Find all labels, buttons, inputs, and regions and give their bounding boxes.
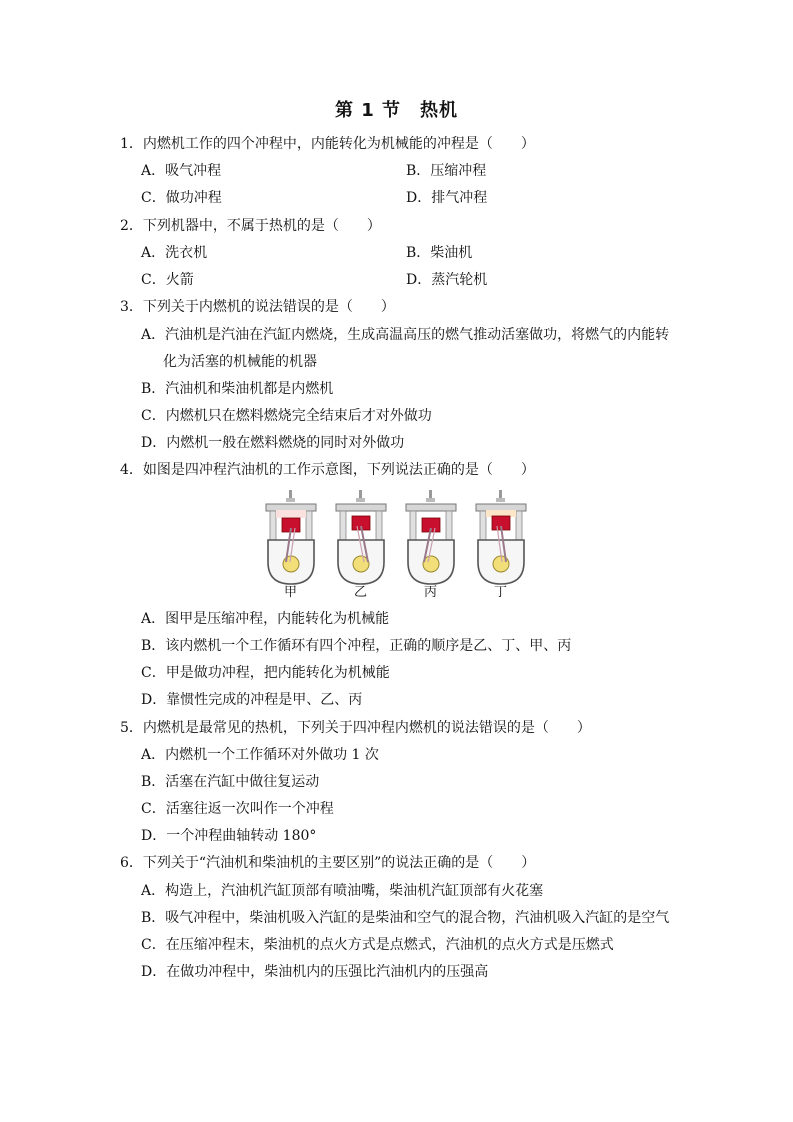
question-1-option-a: A．吸气冲程 (141, 163, 222, 179)
question-4-stem: 4．如图是四冲程汽油机的工作示意图，下列说法正确的是（ ） (120, 462, 535, 478)
question-6-option-c: C．在压缩冲程末，柴油机的点火方式是点燃式，汽油机的点火方式是压燃式 (141, 937, 614, 953)
engine-ding (476, 490, 526, 600)
question-4-option-c: C．甲是做功冲程，把内能转化为机械能 (141, 665, 390, 681)
question-2-stem: 2．下列机器中，不属于热机的是（ ） (120, 218, 381, 234)
question-5-stem: 5．内燃机是最常见的热机，下列关于四冲程内燃机的说法错误的是（ ） (120, 720, 591, 736)
page-title: 第 1 节 热机 (334, 100, 459, 121)
engine-label-bing: 丙 (424, 585, 438, 600)
question-4-option-a: A．图甲是压缩冲程，内能转化为机械能 (141, 611, 390, 627)
question-1-option-d: D．排气冲程 (406, 190, 488, 206)
question-5-option-c: C．活塞往返一次叫作一个冲程 (141, 801, 334, 817)
question-3-option-c: C．内燃机只在燃料燃烧完全结束后才对外做功 (141, 408, 432, 424)
question-6-option-b: B．吸气冲程中，柴油机吸入汽缸的是柴油和空气的混合物，汽油机吸入汽缸的是空气 (141, 910, 670, 926)
question-3-option-d: D．内燃机一般在燃料燃烧的同时对外做功 (141, 435, 405, 451)
question-3-option-a-continued: 化为活塞的机械能的机器 (163, 354, 317, 370)
engine-label-yi: 乙 (354, 585, 368, 600)
question-2-option-a: A．洗衣机 (141, 245, 208, 261)
question-6-option-d: D．在做功冲程中，柴油机内的压强比汽油机内的压强高 (141, 964, 489, 980)
question-3-option-a: A．汽油机是汽油在汽缸内燃烧，生成高温高压的燃气推动活塞做功，将燃气的内能转 (141, 327, 670, 343)
question-4-option-d: D．靠惯性完成的冲程是甲、乙、丙 (141, 692, 363, 708)
question-2-option-b: B．柴油机 (406, 245, 473, 261)
engine-jia (266, 490, 316, 600)
question-5-option-b: B．活塞在汽缸中做往复运动 (141, 774, 320, 790)
question-1-option-c: C．做功冲程 (141, 190, 222, 206)
question-5-option-d: D．一个冲程曲轴转动 180° (141, 828, 317, 844)
engine-stroke-diagram (262, 488, 534, 600)
question-6-stem: 6．下列关于“汽油机和柴油机的主要区别”的说法正确的是（ ） (120, 855, 536, 871)
question-3-option-b: B．汽油机和柴油机都是内燃机 (141, 381, 334, 397)
question-6-option-a: A．构造上，汽油机汽缸顶部有喷油嘴，柴油机汽缸顶部有火花塞 (141, 883, 544, 899)
question-1-stem: 1．内燃机工作的四个冲程中，内能转化为机械能的冲程是（ ） (120, 136, 535, 152)
question-4-option-b: B．该内燃机一个工作循环有四个冲程，正确的顺序是乙、丁、甲、丙 (141, 638, 572, 654)
question-1-option-b: B．压缩冲程 (406, 163, 487, 179)
engine-label-jia: 甲 (284, 585, 298, 600)
engine-bing (406, 490, 456, 600)
question-2-option-c: C．火箭 (141, 272, 194, 288)
engine-label-ding: 丁 (494, 585, 508, 600)
question-2-option-d: D．蒸汽轮机 (406, 272, 488, 288)
question-5-option-a: A．内燃机一个工作循环对外做功 1 次 (141, 747, 379, 763)
engine-yi (336, 490, 386, 600)
question-3-stem: 3．下列关于内燃机的说法错误的是（ ） (120, 299, 395, 315)
